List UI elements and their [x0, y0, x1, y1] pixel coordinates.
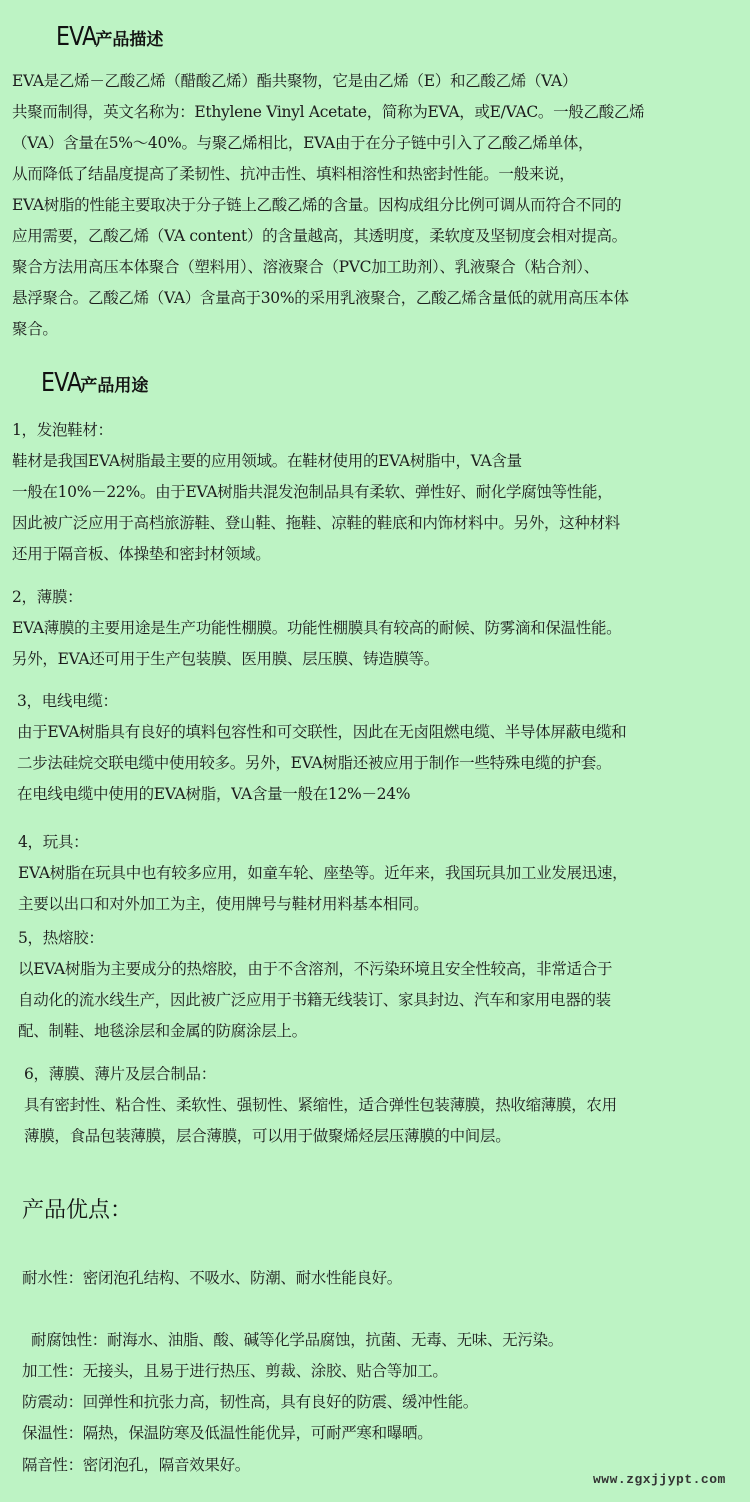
usage-item-film [12, 582, 621, 675]
advantage-item: 保温性：隔热，保温防寒及低温性能优异，可耐严寒和曝晒。 [22, 1424, 433, 1442]
description-paragraph [12, 66, 644, 345]
usage-heading [41, 368, 148, 398]
advantages-heading: 产品优点： [22, 1198, 133, 1223]
paragraph-line: 在电线电缆中使用的EVA树脂，VA含量一般在12%－24% [17, 785, 411, 803]
paragraph-line: 另外，EVA还可用于生产包装膜、医用膜、层压膜、铸造膜等。 [12, 650, 439, 668]
paragraph-line: 自动化的流水线生产，因此被广泛应用于书籍无线装订、家具封边、汽车和家用电器的装 [18, 991, 611, 1009]
usage-item-cable [17, 686, 626, 810]
usage-item-title: 6，薄膜、薄片及层合制品： [24, 1065, 216, 1083]
description-heading [56, 22, 163, 52]
paragraph-line: 二步法硅烷交联电缆中使用较多。另外，EVA树脂还被应用于制作一些特殊电缆的护套。 [17, 754, 612, 772]
paragraph-line: 因此被广泛应用于高档旅游鞋、登山鞋、拖鞋、凉鞋的鞋底和内饰材料中。另外，这种材料 [12, 514, 621, 532]
paragraph-line: 应用需要，乙酸乙烯（VA content）的含量越高，其透明度，柔软度及坚韧度会相对提高。 [12, 227, 627, 245]
paragraph-line: 悬浮聚合。乙酸乙烯（VA）含量高于30%的采用乳液聚合，乙酸乙烯含量低的就用高压本体 [12, 289, 629, 307]
paragraph-line: 从而降低了结晶度提高了柔韧性、抗冲击性、填料相溶性和热密封性能。一般来说， [12, 165, 575, 183]
paragraph-line: 共聚而制得，英文名称为：Ethylene Vinyl Acetate，简称为EVA，或E/VAC。一般乙酸乙烯 [12, 103, 645, 121]
paragraph-line: 一般在10%－22%。由于EVA树脂共混发泡制品具有柔软、弹性好、耐化学腐蚀等性能， [12, 483, 613, 501]
usage-item-toys [18, 827, 627, 920]
paragraph-line: 配、制鞋、地毯涂层和金属的防腐涂层上。 [18, 1022, 307, 1040]
usage-item-laminates [24, 1059, 617, 1152]
paragraph-line: EVA是乙烯－乙酸乙烯（醋酸乙烯）酯共聚物，它是由乙烯（E）和乙酸乙烯（VA） [12, 72, 578, 90]
advantage-item: 加工性：无接头，且易于进行热压、剪裁、涂胶、贴合等加工。 [22, 1362, 448, 1380]
paragraph-line: 聚合方法用高压本体聚合（塑料用）、溶液聚合（PVC加工助剂）、乳液聚合（粘合剂）、 [12, 258, 599, 276]
paragraph-line: 鞋材是我国EVA树脂最主要的应用领域。在鞋材使用的EVA树脂中，VA含量 [12, 452, 522, 470]
paragraph-line: 以EVA树脂为主要成分的热熔胶，由于不含溶剂，不污染环境且安全性较高，非常适合于 [18, 960, 613, 978]
usage-item-hotmelt [18, 923, 612, 1047]
advantage-item: 隔音性：密闭泡孔，隔音效果好。 [22, 1456, 251, 1474]
paragraph-line: 聚合。 [12, 320, 58, 338]
usage-item-title: 4，玩具： [18, 833, 89, 851]
paragraph-line: （VA）含量在5%～40%。与聚乙烯相比，EVA由于在分子链中引入了乙酸乙烯单体， [12, 134, 594, 152]
paragraph-line: 具有密封性、粘合性、柔软性、强韧性、紧缩性，适合弹性包装薄膜，热收缩薄膜，农用 [24, 1096, 617, 1114]
heading-eva: EVA [41, 368, 82, 398]
paragraph-line: 主要以出口和对外加工为主，使用牌号与鞋材用料基本相同。 [18, 895, 429, 913]
usage-item-title: 2，薄膜： [12, 588, 83, 606]
usage-item-title: 5，热熔胶： [18, 929, 104, 947]
paragraph-line: 由于EVA树脂具有良好的填料包容性和可交联性，因此在无卤阻燃电缆、半导体屏蔽电缆和 [17, 723, 627, 741]
usage-item-shoes [12, 415, 620, 570]
heading-eva: EVA [56, 22, 97, 52]
advantage-item: 耐水性：密闭泡孔结构、不吸水、防潮、耐水性能良好。 [22, 1269, 403, 1287]
usage-item-title: 1，发泡鞋材： [12, 421, 113, 439]
heading-label: 产品描述 [95, 30, 164, 50]
advantage-item: 防震动：回弹性和抗张力高，韧性高，具有良好的防震、缓冲性能。 [22, 1393, 479, 1411]
watermark-url: www.zgxjjypt.com [593, 1472, 726, 1487]
paragraph-line: EVA薄膜的主要用途是生产功能性棚膜。功能性棚膜具有较高的耐候、防雾滴和保温性能。 [12, 619, 622, 637]
usage-item-title: 3，电线电缆： [17, 692, 118, 710]
paragraph-line: 薄膜，食品包装薄膜，层合薄膜，可以用于做聚烯烃层压薄膜的中间层。 [24, 1127, 511, 1145]
paragraph-line: 还用于隔音板、体操垫和密封材领域。 [12, 545, 271, 563]
paragraph-line: EVA树脂在玩具中也有较多应用，如童车轮、座垫等。近年来，我国玩具加工业发展迅速， [18, 864, 628, 882]
heading-label: 产品用途 [80, 376, 149, 396]
advantage-item: 耐腐蚀性：耐海水、油脂、酸、碱等化学品腐蚀，抗菌、无毒、无味、无污染。 [31, 1331, 564, 1349]
paragraph-line: EVA树脂的性能主要取决于分子链上乙酸乙烯的含量。因构成组分比例可调从而符合不同的 [12, 196, 622, 214]
